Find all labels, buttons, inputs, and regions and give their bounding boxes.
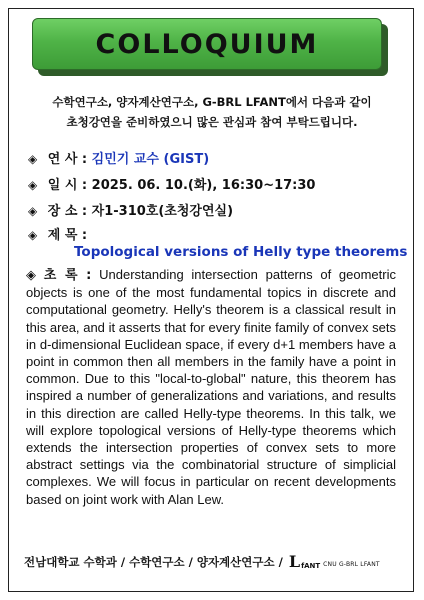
banner-title: COLLOQUIUM (95, 28, 319, 60)
abstract-text: Understanding intersection patterns of geometric objects is one of the most fundamental topics in discrete and computational geometry. Helly's theorem is a classical result in this area, and it asserts that for every finite family of convex sets in d-dimensional Euclidean space, if every d+1 members have a point in common then all members in the family have a point in common. Due to this "local-to-global" nature, this theorem has inspired a number of generalizations and variations, and results in this direction are called Helly-type theorems. In this talk, we will explore topological versions of Helly-type theorems which extends the intersection properties of convex sets to more abstract settings via the combinatorial structure of simplicial complexes. We will focus in particular on recent developments based on joint work with Alan Lew. (26, 267, 396, 507)
place-row (28, 200, 233, 219)
logo-caption: CNU G-BRL LFANT (323, 561, 380, 568)
date-row (28, 174, 315, 193)
colloquium-banner (32, 18, 382, 70)
intro-line-1: 수학연구소, 양자계산연구소, G-BRL LFANT에서 다음과 같이 (52, 95, 372, 109)
topic-label: 제 목 : (47, 228, 88, 243)
topic-row (28, 224, 87, 243)
speaker-value: 김민기 교수 (GIST) (91, 152, 210, 167)
logo-small-text: fANT (301, 562, 321, 570)
diamond-bullet-icon: ◈ (28, 152, 38, 166)
intro-text (20, 92, 404, 132)
lfant-logo (289, 554, 380, 570)
footer-text: 전남대학교 수학과 / 수학연구소 / 양자계산연구소 / (24, 555, 283, 569)
footer (24, 554, 404, 570)
date-label: 일 시 : (47, 178, 88, 193)
speaker-label: 연 사 : (47, 152, 88, 167)
date-value: 2025. 06. 10.(화), 16:30~17:30 (91, 178, 316, 193)
diamond-bullet-icon: ◈ (26, 268, 36, 283)
diamond-bullet-icon: ◈ (28, 204, 38, 218)
talk-title: Topological versions of Helly type theorems (74, 244, 408, 260)
diamond-bullet-icon: ◈ (28, 228, 38, 242)
abstract-label: 초 록 : (43, 268, 92, 283)
speaker-row (28, 148, 209, 167)
place-label: 장 소 : (47, 204, 88, 219)
intro-line-2: 초청강연을 준비하였으니 많은 관심과 참여 부탁드립니다. (66, 115, 358, 129)
diamond-bullet-icon: ◈ (28, 178, 38, 192)
logo-letter: L (288, 552, 301, 571)
abstract-block (26, 266, 396, 508)
place-value: 자1-310호(초청강연실) (91, 204, 234, 219)
